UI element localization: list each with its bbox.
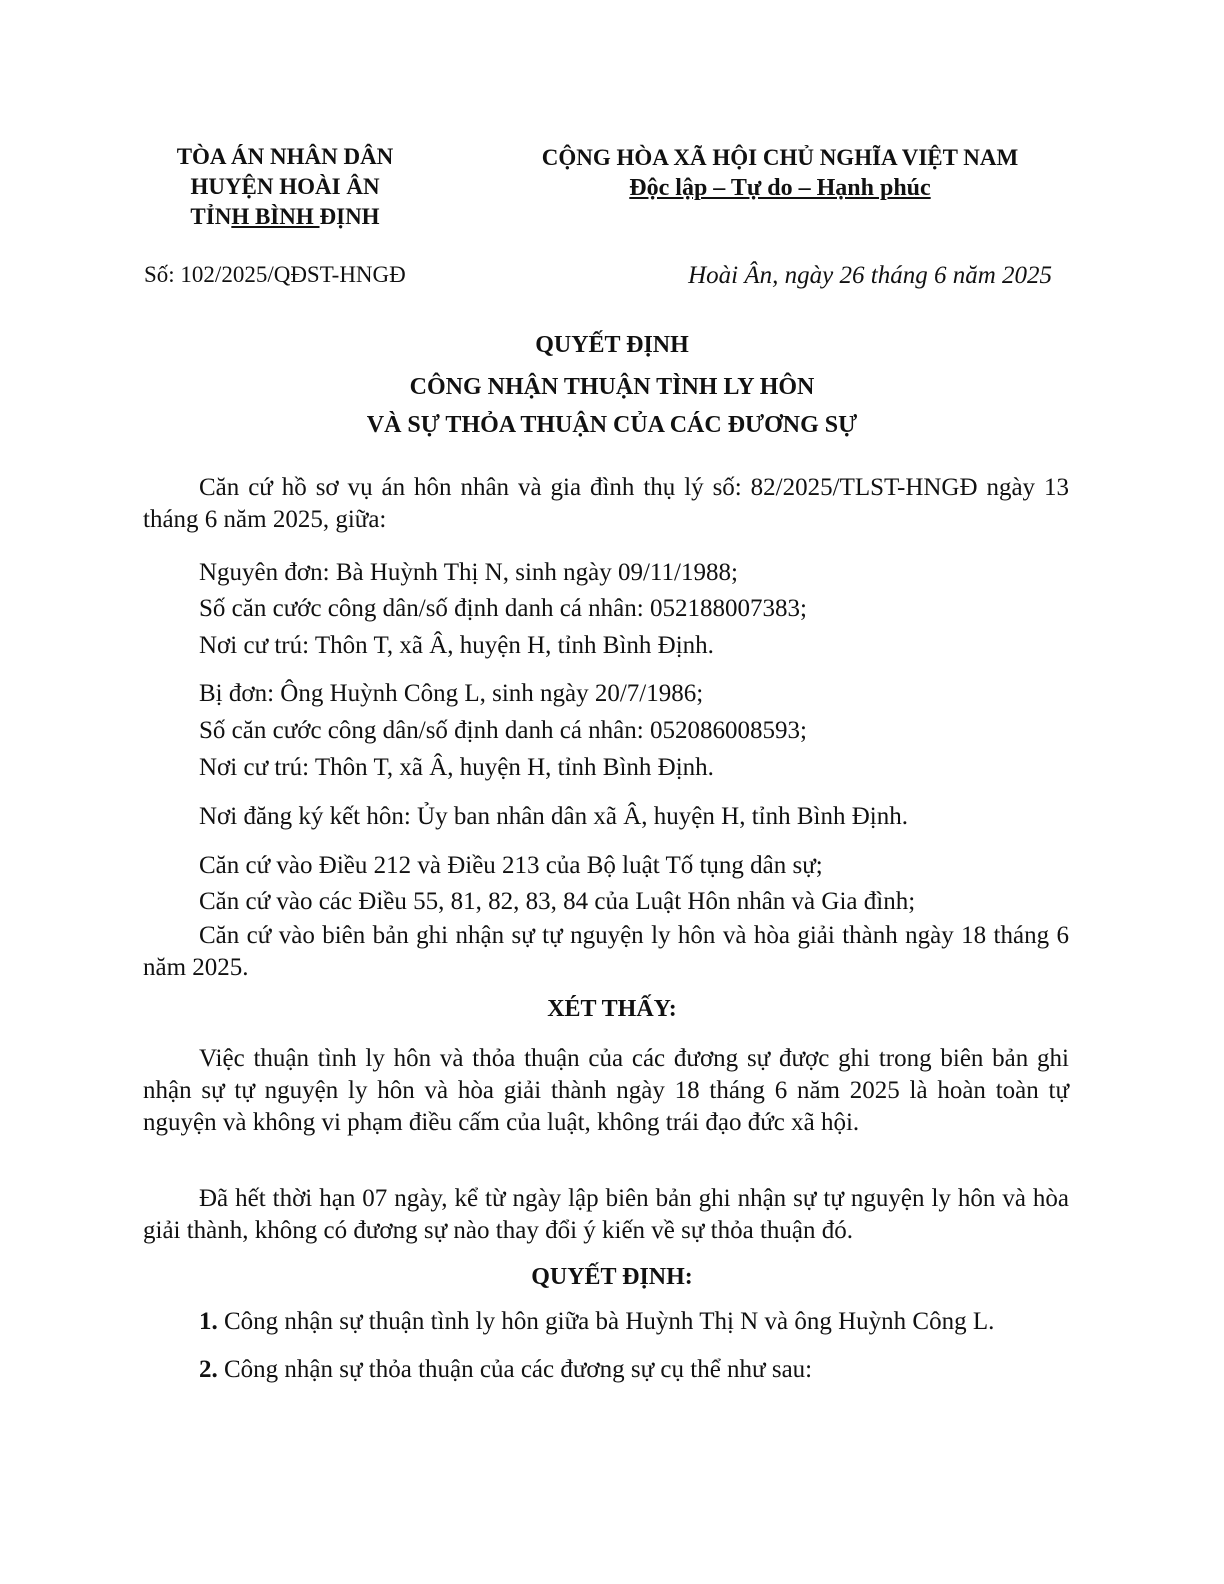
decision-heading: QUYẾT ĐỊNH: (531, 1264, 693, 1290)
findings-heading: XÉT THẤY: (547, 996, 677, 1022)
doc-title-2: CÔNG NHẬN THUẬN TÌNH LY HÔN (409, 374, 815, 400)
court-line-3 (140, 202, 430, 232)
national-motto: Độc lập – Tự do – Hạnh phúc (629, 175, 931, 201)
basis-case-paragraph: Căn cứ hồ sơ vụ án hôn nhân và gia đình thụ lý số: 82/2025/TLST-HNGĐ ngày 13 tháng 6 năm 2025, giữa: (143, 474, 1069, 533)
findings-paragraph-1: Việc thuận tình ly hôn và thỏa thuận của các đương sự được ghi trong biên bản ghi nhận sự tự nguyện ly hôn và hòa giải thành ngày 18 tháng 6 năm 2025 là hoàn toàn tự nguyện và không vi phạm điều cấm của luật, không trái đạo đức xã hội. (143, 1045, 1069, 1136)
legal-basis-1: Căn cứ vào Điều 212 và Điều 213 của Bộ luật Tố tụng dân sự; (199, 852, 823, 879)
decision-item-2 (199, 1356, 812, 1384)
decision-item-2-number: 2. (199, 1356, 218, 1383)
findings-paragraph-2: Đã hết thời hạn 07 ngày, kể từ ngày lập biên bản ghi nhận sự tự nguyện ly hôn và hòa giải thành, không có đương sự nào thay đổi ý kiến về sự thỏa thuận đó. (143, 1185, 1069, 1244)
national-title: CỘNG HÒA XÃ HỘI CHỦ NGHĨA VIỆT NAM (541, 145, 1019, 170)
decision-item-1-number: 1. (199, 1308, 218, 1335)
court-name-block (140, 142, 430, 232)
document-number: Số: 102/2025/QĐST-HNGĐ (144, 262, 406, 287)
plaintiff-name: Nguyên đơn: Bà Huỳnh Thị N, sinh ngày 09/11/1988; (199, 559, 738, 586)
marriage-registration: Nơi đăng ký kết hôn: Ủy ban nhân dân xã Â, huyện H, tỉnh Bình Định. (199, 803, 908, 830)
national-header (490, 142, 1070, 204)
place-and-date: Hoài Ân, ngày 26 tháng 6 năm 2025 (688, 262, 1052, 289)
court-line-1: TÒA ÁN NHÂN DÂN (176, 144, 394, 169)
decision-item-1 (199, 1308, 994, 1336)
court-line-3-b: ĐỊNH (319, 204, 380, 229)
court-line-2: HUYỆN HOÀI ÂN (190, 174, 380, 199)
defendant-residence: Nơi cư trú: Thôn T, xã Â, huyện H, tỉnh Bình Định. (199, 754, 714, 781)
court-line-3-a: TỈN (190, 204, 232, 229)
defendant-name: Bị đơn: Ông Huỳnh Công L, sinh ngày 20/7/1986; (199, 680, 704, 707)
legal-basis-3: Căn cứ vào biên bản ghi nhận sự tự nguyện ly hôn và hòa giải thành ngày 18 tháng 6 năm 2025. (143, 922, 1069, 981)
doc-title-3: VÀ SỰ THỎA THUẬN CỦA CÁC ĐƯƠNG SỰ (366, 412, 858, 438)
plaintiff-id: Số căn cước công dân/số định danh cá nhân: 052188007383; (199, 595, 807, 622)
defendant-id: Số căn cước công dân/số định danh cá nhân: 052086008593; (199, 717, 807, 744)
legal-basis-2: Căn cứ vào các Điều 55, 81, 82, 83, 84 của Luật Hôn nhân và Gia đình; (199, 888, 916, 915)
court-line-3-underlined: H BÌNH (231, 204, 320, 229)
plaintiff-residence: Nơi cư trú: Thôn T, xã Â, huyện H, tỉnh Bình Định. (199, 632, 714, 659)
doc-title-1: QUYẾT ĐỊNH (535, 332, 689, 358)
decision-item-1-text: Công nhận sự thuận tình ly hôn giữa bà Huỳnh Thị N và ông Huỳnh Công L. (217, 1308, 995, 1335)
decision-item-2-text: Công nhận sự thỏa thuận của các đương sự cụ thể như sau: (217, 1356, 813, 1383)
